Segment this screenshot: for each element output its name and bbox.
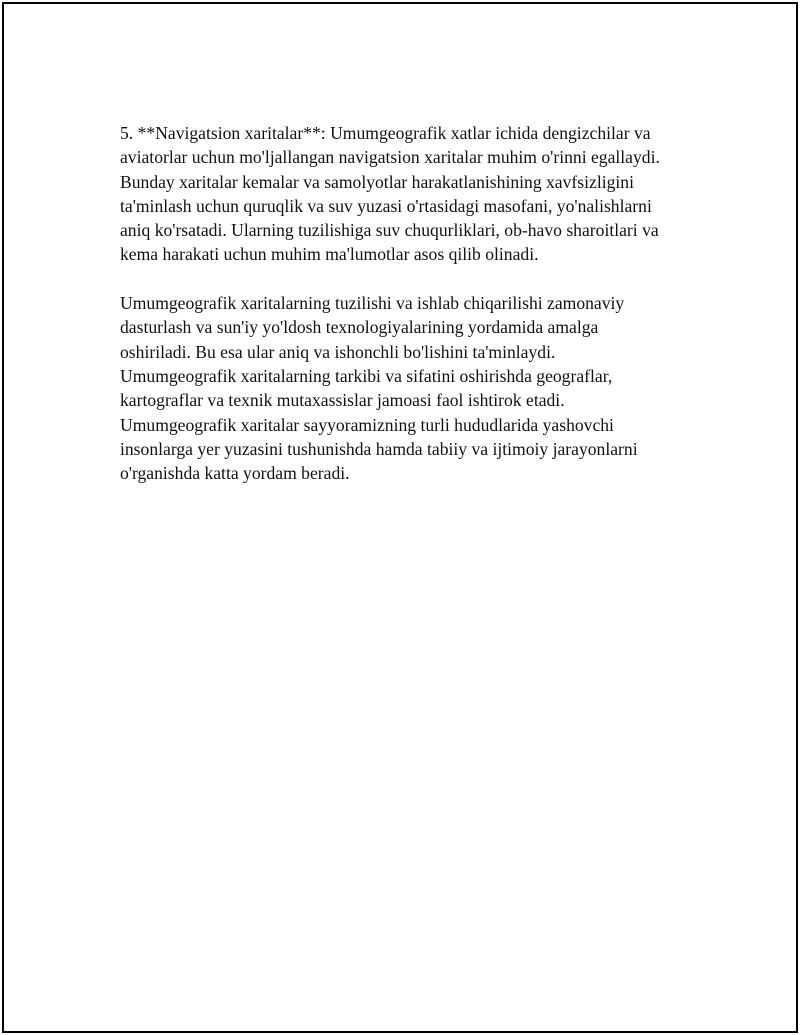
text-line: aniq ko'rsatadi. Ularning tuzilishiga suv chuqurliklari, ob-havo sharoitlari va xyxy=(120,220,659,241)
text-line: ta'minlash uchun quruqlik va suv yuzasi o'rtasidagi masofani, yo'nalishlarni xyxy=(120,195,652,216)
text-line: Umumgeografik xaritalarning tuzilishi va ishlab chiqarilishi zamonaviy xyxy=(120,293,625,314)
text-line: Umumgeografik xaritalar sayyoramizning turli hududlarida yashovchi xyxy=(120,414,614,435)
paragraph-navigational-maps xyxy=(120,121,700,267)
text-line: Bunday xaritalar kemalar va samolyotlar harakatlanishining xavfsizligini xyxy=(120,171,634,192)
text-line: dasturlash va sun'iy yo'ldosh texnologiyalarining yordamida amalga xyxy=(120,317,599,338)
document-page xyxy=(2,2,798,1033)
text-line: 5. **Navigatsion xaritalar**: Umumgeografik xatlar ichida dengizchilar va xyxy=(120,123,651,143)
text-line: aviatorlar uchun mo'ljallangan navigatsion xaritalar muhim o'rinni egallaydi. xyxy=(120,147,660,168)
text-line: kema harakati uchun muhim ma'lumotlar asos qilib olinadi. xyxy=(120,244,539,265)
document-body xyxy=(120,121,700,485)
text-line: insonlarga yer yuzasini tushunishda hamda tabiiy va ijtimoiy jarayonlarni xyxy=(120,438,638,459)
text-line: oshiriladi. Bu esa ular aniq va ishonchli bo'lishini ta'minlaydi. xyxy=(120,341,556,362)
text-line: kartograflar va texnik mutaxassislar jamoasi faol ishtirok etadi. xyxy=(120,390,565,411)
text-line: Umumgeografik xaritalarning tarkibi va sifatini oshirishda geograflar, xyxy=(120,365,613,386)
text-line: o'rganishda katta yordam beradi. xyxy=(120,463,350,484)
paragraph-spacer xyxy=(120,267,700,291)
paragraph-map-production xyxy=(120,291,700,485)
